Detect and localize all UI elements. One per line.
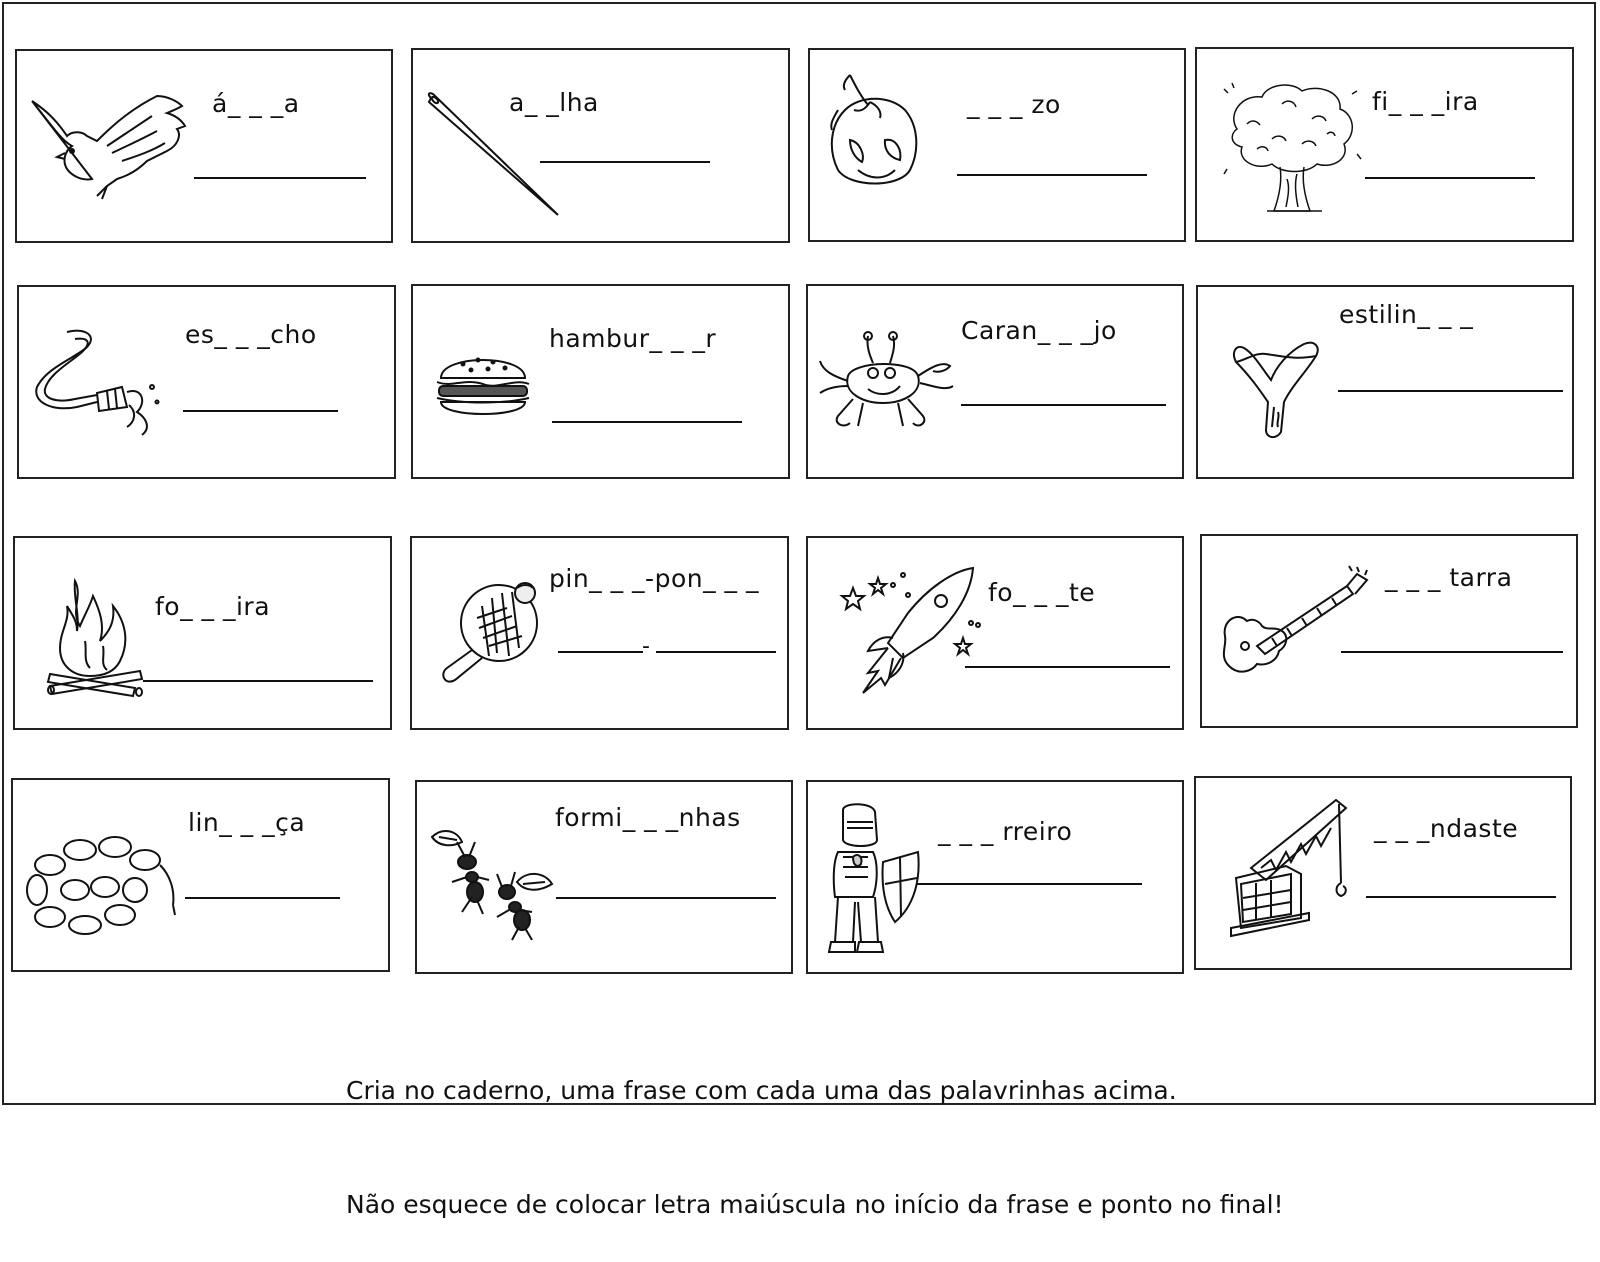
word-card-esguicho — [17, 285, 396, 479]
word-card-guindaste — [1194, 776, 1572, 970]
answer-line[interactable] — [917, 883, 1142, 885]
ping-pong-paddle-icon — [437, 578, 547, 688]
word-prompt: es_ _ _cho — [185, 320, 317, 349]
word-card-guizo — [808, 48, 1186, 242]
crane-icon — [1231, 788, 1351, 938]
tree-icon — [1222, 79, 1362, 219]
answer-line[interactable] — [185, 897, 340, 899]
instructions-line-2: Não esquece de colocar letra maiúscula no início da frase e ponto no final! — [346, 1190, 1284, 1219]
word-card-guerreiro — [806, 780, 1184, 974]
bell-icon — [820, 70, 930, 200]
ants-icon — [427, 822, 557, 942]
word-prompt: fo_ _ _te — [988, 578, 1096, 607]
answer-line[interactable] — [540, 161, 710, 163]
rocket-icon — [833, 563, 983, 708]
answer-line[interactable] — [194, 177, 366, 179]
answer-line-part-2[interactable] — [656, 651, 776, 653]
hamburger-icon — [433, 346, 533, 421]
answer-line[interactable] — [552, 421, 742, 423]
answer-line[interactable] — [143, 680, 373, 682]
guitar-icon — [1217, 566, 1372, 686]
answer-line[interactable] — [1338, 390, 1563, 392]
word-prompt: _ _ _ndaste — [1374, 814, 1519, 843]
word-prompt: hambur_ _ _r — [549, 324, 717, 353]
knight-icon — [823, 802, 923, 967]
word-card-agulha — [411, 48, 790, 243]
word-card-foguete — [806, 536, 1184, 730]
answer-line[interactable] — [183, 410, 338, 412]
answer-line-part-1[interactable] — [558, 651, 643, 653]
answer-separator: - — [642, 634, 650, 659]
word-card-fogueira — [13, 536, 392, 730]
word-card-figueira — [1195, 47, 1574, 242]
word-prompt: estilin_ _ _ — [1339, 300, 1474, 329]
word-prompt: _ _ _ zo — [967, 90, 1061, 119]
word-prompt: á_ _ _a — [212, 89, 300, 118]
answer-line[interactable] — [1365, 177, 1535, 179]
answer-line[interactable] — [957, 174, 1147, 176]
answer-line[interactable] — [1341, 651, 1563, 653]
word-card-guitarra — [1200, 534, 1578, 728]
slingshot-icon — [1226, 332, 1326, 442]
word-prompt: Caran_ _ _jo — [961, 316, 1117, 345]
word-card-estilingue — [1196, 285, 1574, 479]
eagle-icon — [27, 91, 197, 206]
word-prompt: _ _ _ tarra — [1385, 563, 1513, 592]
answer-line[interactable] — [556, 897, 776, 899]
campfire-icon — [45, 576, 145, 701]
word-prompt: _ _ _ rreiro — [938, 817, 1073, 846]
word-prompt: pin_ _ _-pon_ _ _ — [549, 564, 759, 593]
word-prompt: fi_ _ _ira — [1372, 87, 1479, 116]
instructions — [346, 996, 1284, 1262]
word-prompt: formi_ _ _nhas — [555, 803, 741, 832]
word-card-linguica — [11, 778, 390, 972]
hose-icon — [27, 317, 177, 437]
answer-line[interactable] — [965, 666, 1170, 668]
instructions-line-1: Cria no caderno, uma frase com cada uma das palavrinhas acima. — [346, 1076, 1177, 1105]
word-card-caranguejo — [806, 284, 1184, 479]
word-card-pingue-pongue — [410, 536, 789, 730]
word-card-aguia — [15, 49, 393, 243]
word-card-formiguinhas — [415, 780, 793, 974]
word-card-hamburguer — [411, 284, 790, 479]
answer-line[interactable] — [1366, 896, 1556, 898]
crab-icon — [818, 331, 958, 436]
word-prompt: lin_ _ _ça — [188, 808, 306, 837]
word-prompt: a_ _lha — [509, 88, 599, 117]
word-prompt: fo_ _ _ira — [155, 592, 271, 621]
sausage-icon — [25, 835, 185, 935]
answer-line[interactable] — [961, 404, 1166, 406]
